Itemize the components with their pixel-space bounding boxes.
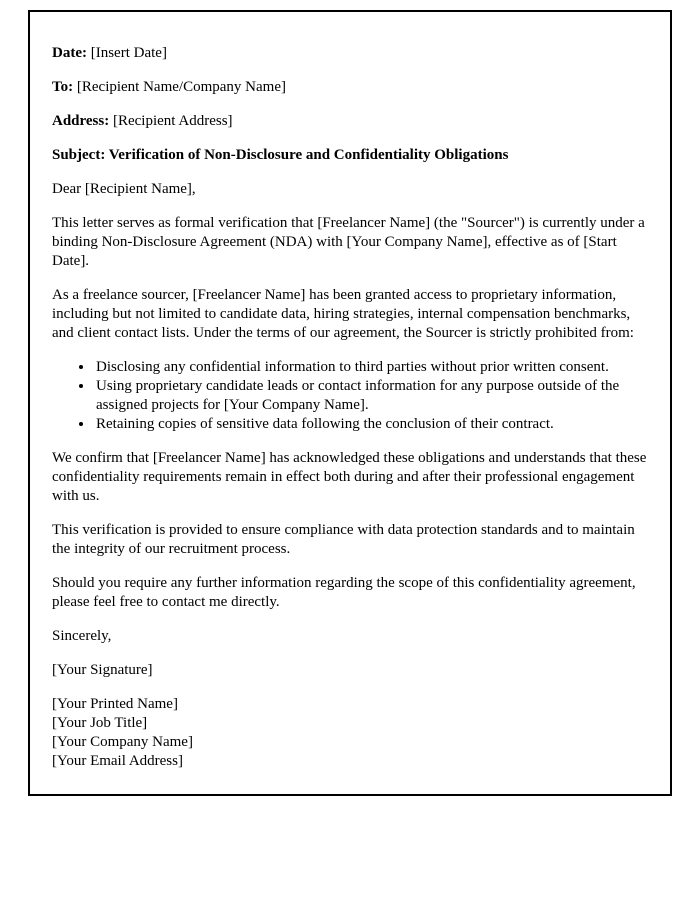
date-value: [Insert Date] <box>90 45 167 61</box>
address-label: Address: <box>52 113 110 129</box>
job-title: [Your Job Title] <box>52 715 148 731</box>
subject-line: Subject: Verification of Non-Disclosure and Confidentiality Obligations <box>52 147 509 163</box>
paragraph-confirmation: We confirm that [Freelancer Name] has acknowledged these obligations and understands that these confidentiality requirements remain in effect both during and after their professional engagement with us. <box>52 450 647 504</box>
date-label: Date: <box>52 45 87 61</box>
address-line <box>52 112 648 131</box>
paragraph-access: As a freelance sourcer, [Freelancer Name] has been granted access to proprietary information, including but not limited to candidate data, hiring strategies, internal compensation benchmarks, and client contact lists. Under the terms of our agreement, the Sourcer is strictly prohibited from: <box>52 287 634 341</box>
email-address: [Your Email Address] <box>52 753 183 769</box>
company-name: [Your Company Name] <box>52 734 193 750</box>
closing: Sincerely, <box>52 628 112 644</box>
to-label: To: <box>52 79 74 95</box>
paragraph-contact: Should you require any further information regarding the scope of this confidentiality agreement, please feel free to contact me directly. <box>52 575 636 610</box>
date-line <box>52 44 648 63</box>
letter-page <box>28 10 672 796</box>
salutation: Dear [Recipient Name], <box>52 181 196 197</box>
paragraph-compliance: This verification is provided to ensure compliance with data protection standards and to maintain the integrity of our recruitment process. <box>52 522 635 557</box>
bullet-item: • Using proprietary candidate leads or contact information for any purpose outside of the assigned projects for [Your Company Name]. <box>94 377 648 415</box>
address-value: [Recipient Address] <box>112 113 233 129</box>
obligations-list <box>52 358 648 434</box>
to-value: [Recipient Name/Company Name] <box>76 79 286 95</box>
printed-name: [Your Printed Name] <box>52 696 178 712</box>
bullet-item: • Retaining copies of sensitive data following the conclusion of their contract. <box>94 415 648 434</box>
signature-placeholder: [Your Signature] <box>52 662 153 678</box>
paragraph-verification: This letter serves as formal verification that [Freelancer Name] (the "Sourcer") is currently under a binding Non-Disclosure Agreement (NDA) with [Your Company Name], effective as of [Start Date]. <box>52 215 645 269</box>
signature-block <box>52 695 648 771</box>
to-line <box>52 78 648 97</box>
bullet-item: • Disclosing any confidential information to third parties without prior written consent. <box>94 358 648 377</box>
